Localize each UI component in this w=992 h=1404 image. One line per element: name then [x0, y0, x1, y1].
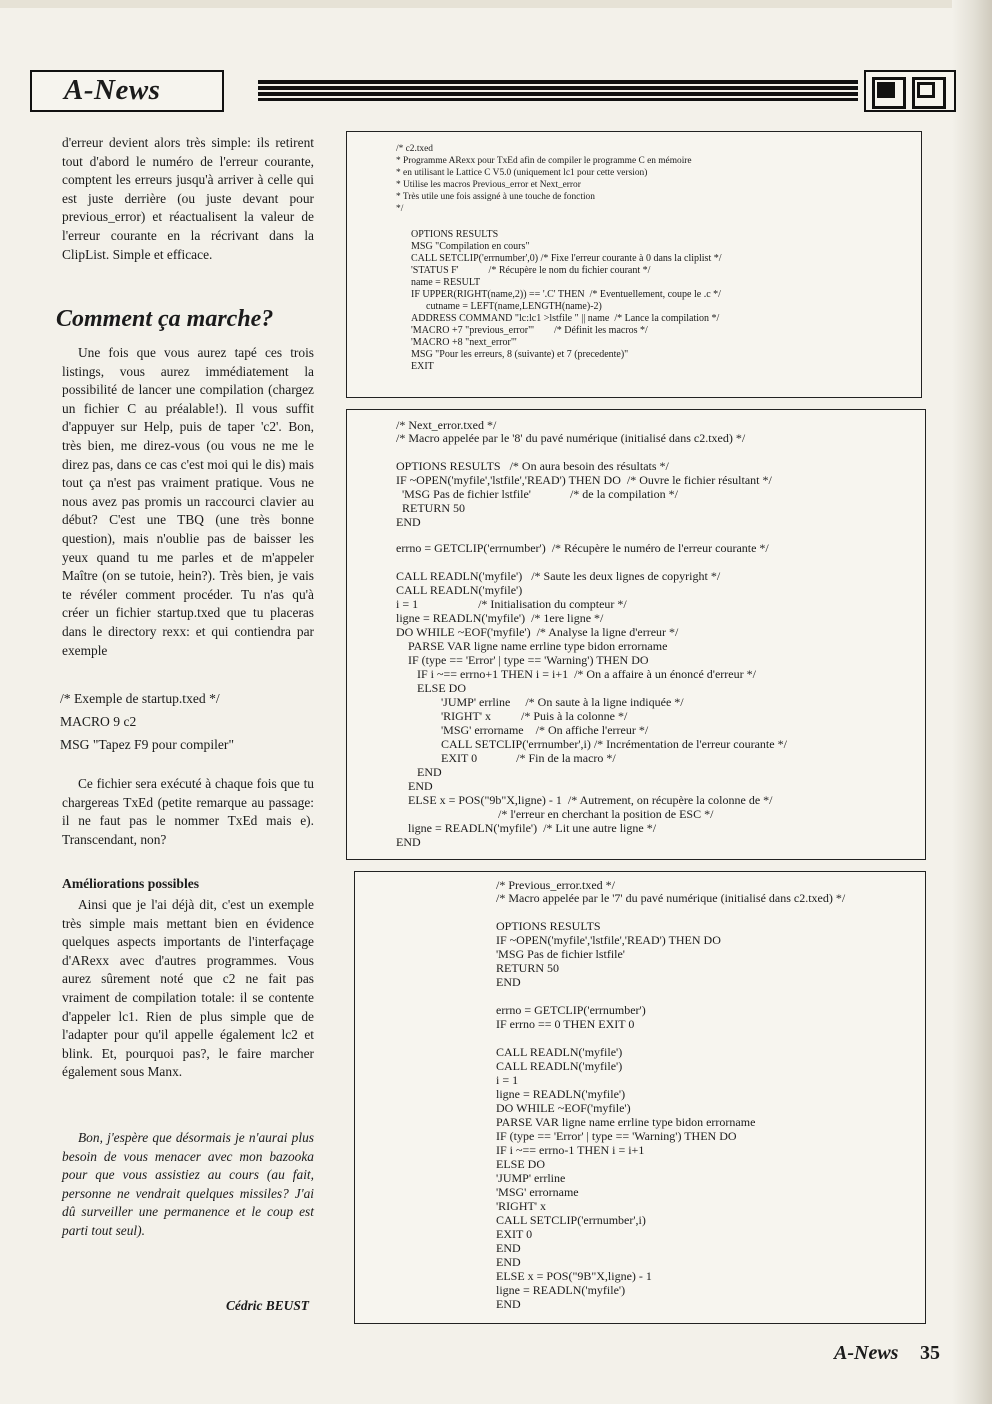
code-line: OPTIONS RESULTS [411, 229, 499, 240]
example-line: /* Exemple de startup.txed */ [60, 691, 220, 706]
paragraph-closing: Bon, j'espère que désormais je n'aurai plus besoin de vous menacer avec mon bazooka pour que vous assistiez au cours (au fait, personne ne vendrait quelques missiles? J'ai dû surveiller une permanence et le coup est parti tout seul). [62, 1130, 314, 1238]
code-line: IF errno == 0 THEN EXIT 0 [496, 1017, 635, 1031]
code-line: 'MACRO +7 "previous_error"' /* Définit les macros */ [411, 325, 648, 336]
code-line: 'MACRO +8 "next_error"' [411, 337, 517, 348]
code-line: ligne = READLN('myfile') [496, 1283, 626, 1297]
code-line: END [396, 765, 442, 779]
code-line: CALL READLN('myfile') /* Saute les deux lignes de copyright */ [396, 569, 721, 583]
author-signature: Cédric BEUST [226, 1298, 309, 1313]
code-line: OPTIONS RESULTS [496, 919, 601, 933]
header-logo [864, 70, 956, 112]
code-line: 'STATUS F' /* Récupère le nom du fichier courant */ [411, 265, 651, 276]
code-line: CALL READLN('myfile') [396, 583, 523, 597]
code-listing-next-error [346, 409, 926, 860]
code-line: /* l'erreur en cherchant la position de ESC */ [396, 807, 714, 821]
code-line: 'MSG Pas de fichier lstfile' /* de la compilation */ [396, 487, 678, 501]
code-line: CALL SETCLIP('errnumber',i) /* Incrémentation de l'erreur courante */ [396, 737, 787, 751]
code-line: /* Macro appelée par le '8' du pavé numérique (initialisé dans c2.txed) */ [396, 431, 746, 445]
code-line: PARSE VAR ligne name errline type bidon errorname [396, 639, 668, 653]
code-line: 'MSG' errorname [496, 1185, 579, 1199]
magazine-header [30, 70, 924, 112]
code-line: END [496, 1255, 521, 1269]
code-line: EXIT 0 [496, 1227, 533, 1241]
code-line: DO WHILE ~EOF('myfile') [496, 1101, 631, 1115]
scan-edge-shadow [952, 0, 992, 1404]
code-line: EXIT [411, 361, 434, 372]
code-line: IF ~OPEN('myfile','lstfile','READ') THEN DO [496, 933, 721, 947]
code-line: END [496, 1297, 521, 1311]
code-line: IF ~OPEN('myfile','lstfile','READ') THEN DO /* Ouvre le fichier résultant */ [396, 473, 772, 487]
code-line: RETURN 50 [496, 961, 559, 975]
code-line: errno = GETCLIP('errnumber') /* Récupère le numéro de l'erreur courante */ [396, 541, 769, 555]
code-line: */ [396, 204, 404, 214]
code-line: name = RESULT [411, 277, 481, 288]
code-line: DO WHILE ~EOF('myfile') /* Analyse la ligne d'erreur */ [396, 625, 679, 639]
code-line: IF (type == 'Error' | type == 'Warning') THEN DO [496, 1129, 737, 1143]
code-listing-c2 [346, 131, 922, 398]
code-line: IF i ~== errno-1 THEN i = i+1 [496, 1143, 645, 1157]
code-line: END [396, 515, 421, 529]
code-line: * en utilisant le Lattice C V5.0 (uniquement lc1 pour cette version) [396, 168, 648, 178]
header-rule [258, 86, 858, 90]
header-rule [258, 98, 858, 101]
code-line: ligne = READLN('myfile') /* Lit une autre ligne */ [396, 821, 657, 835]
code-line: * Très utile une fois assigné à une touche de fonction [396, 192, 595, 202]
code-line: 'JUMP' errline [496, 1171, 566, 1185]
paragraph-startup: Ce fichier sera exécuté à chaque fois que tu chargereas TxEd (petite remarque au passage: il ne faut pas le nommer TxEd mais e). Transcendant, non? [62, 776, 314, 847]
code-line: errno = GETCLIP('errnumber') [496, 1003, 646, 1017]
logo-square-outline-icon [917, 82, 935, 98]
code-line: /* Previous_error.txed */ [496, 878, 615, 892]
code-line: ELSE DO [496, 1157, 545, 1171]
code-line: MSG "Compilation en cours" [411, 241, 530, 252]
code-line: CALL SETCLIP('errnumber',i) [496, 1213, 646, 1227]
code-line: 'RIGHT' x [496, 1199, 546, 1213]
code-line: END [496, 1241, 521, 1255]
code-line: ELSE x = POS("9B"X,ligne) - 1 [496, 1269, 652, 1283]
paragraph-improvements: Ainsi que je l'ai déjà dit, c'est un exemple très simple mais mettant bien en évidence quelques aspects importants de l'interfaçage d'ARexx avec d'autres programmes. Vous aurez sûrement noté que c2 ne fait pas vraiment de compilation totale: il se contente d'appeler lc1. Rien de plus simple que de l'adapter pour qu'il appelle également lc2 et blink. Et, pourquoi pas?, le faire marcher également sous Manx. [62, 897, 314, 1080]
code-line: END [396, 835, 421, 849]
code-line: i = 1 /* Initialisation du compteur */ [396, 597, 627, 611]
code-line: 'JUMP' errline /* On saute à la ligne indiquée */ [396, 695, 684, 709]
code-line: CALL READLN('myfile') [496, 1045, 623, 1059]
code-line: /* c2.txed [396, 144, 433, 154]
example-line: MSG "Tapez F9 pour compiler" [60, 737, 234, 752]
header-rule [258, 80, 858, 84]
code-line: EXIT 0 /* Fin de la macro */ [396, 751, 616, 765]
footer-magazine-name: A-News [834, 1342, 899, 1364]
code-line: IF i ~== errno+1 THEN i = i+1 /* On a affaire à un énoncé d'erreur */ [396, 667, 756, 681]
code-line: i = 1 [496, 1073, 519, 1087]
code-line: END [496, 975, 521, 989]
code-line: * Utilise les macros Previous_error et Next_error [396, 180, 581, 190]
example-line: MACRO 9 c2 [60, 714, 137, 729]
paragraph-how-it-works: Une fois que vous aurez tapé ces trois listings, vous aurez immédiatement la possibilité de lancer une compilation (chargez un fichier C au préalable!). Il vous suffit d'appuyer sur Help, puis de taper 'c2'. Bon, très bien, me direz-vous (ou vous ne me le direz pas, dans ce cas c'est moi qui le dis) mais tout ça n'est pas vraiment pratique. Vous ne nous avez pas promis un raccourci clavier au début? C'est une TBQ (une très bonne question), mais n'oublie pas de baisser les yeux quand tu me parles et de m'appeler Maître (on se tutoie, hein?). Très bien, je vais te révéler comment procéder. Tu n'as qu'à créer un fichier startup.txed que tu placeras dans le directory rexx: et qui contiendra par exemple [62, 345, 314, 658]
header-title: A-News [64, 74, 161, 106]
code-line: CALL READLN('myfile') [496, 1059, 623, 1073]
code-line: OPTIONS RESULTS /* On aura besoin des résultats */ [396, 459, 669, 473]
code-line: /* Macro appelée par le '7' du pavé numérique (initialisé dans c2.txed) */ [496, 891, 846, 905]
code-line: ligne = READLN('myfile') [496, 1087, 626, 1101]
page-top-edge [0, 0, 992, 8]
code-line: MSG "Pour les erreurs, 8 (suivante) et 7 (precedente)" [411, 349, 629, 360]
code-line: ligne = READLN('myfile') /* 1ere ligne */ [396, 611, 604, 625]
page-number: 35 [920, 1342, 940, 1364]
code-line: * Programme ARexx pour TxEd afin de compiler le programme C en mémoire [396, 156, 692, 166]
code-line: 'MSG' errorname /* On affiche l'erreur */ [396, 723, 649, 737]
paragraph-intro: d'erreur devient alors très simple: ils retirent tout d'abord le numéro de l'erreur courante, comptent les erreurs jusqu'à arriver à celle qui est juste derrière (ou juste devant pour previous_error) et réactualisent la valeur de l'erreur courante en la récrivant dans la ClipList. Simple et efficace. [62, 135, 314, 262]
code-line: END [396, 779, 433, 793]
header-rule [258, 92, 858, 96]
code-line: RETURN 50 [396, 501, 465, 515]
code-line: PARSE VAR ligne name errline type bidon errorname [496, 1115, 756, 1129]
code-line: 'RIGHT' x /* Puis à la colonne */ [396, 709, 628, 723]
section-heading: Comment ça marche? [56, 306, 274, 332]
code-line: ELSE x = POS("9b"X,ligne) - 1 /* Autrement, on récupère la colonne de */ [396, 793, 773, 807]
code-listing-previous-error [354, 871, 926, 1324]
code-line: 'MSG Pas de fichier lstfile' [496, 947, 625, 961]
code-line: IF UPPER(RIGHT(name,2)) == '.C' THEN /* Eventuellement, coupe le .c */ [411, 289, 721, 300]
logo-square-fill-icon [877, 82, 895, 98]
subheading: Améliorations possibles [62, 876, 200, 891]
code-line: ELSE DO [396, 681, 466, 695]
code-line: IF (type == 'Error' | type == 'Warning') THEN DO [396, 653, 649, 667]
code-line: /* Next_error.txed */ [396, 418, 497, 432]
code-line: cutname = LEFT(name,LENGTH(name)-2) [411, 301, 602, 312]
code-line: ADDRESS COMMAND "lc:lc1 >lstfile " || name /* Lance la compilation */ [411, 313, 720, 324]
code-line: CALL SETCLIP('errnumber',0) /* Fixe l'erreur courante à 0 dans la cliplist */ [411, 253, 722, 264]
